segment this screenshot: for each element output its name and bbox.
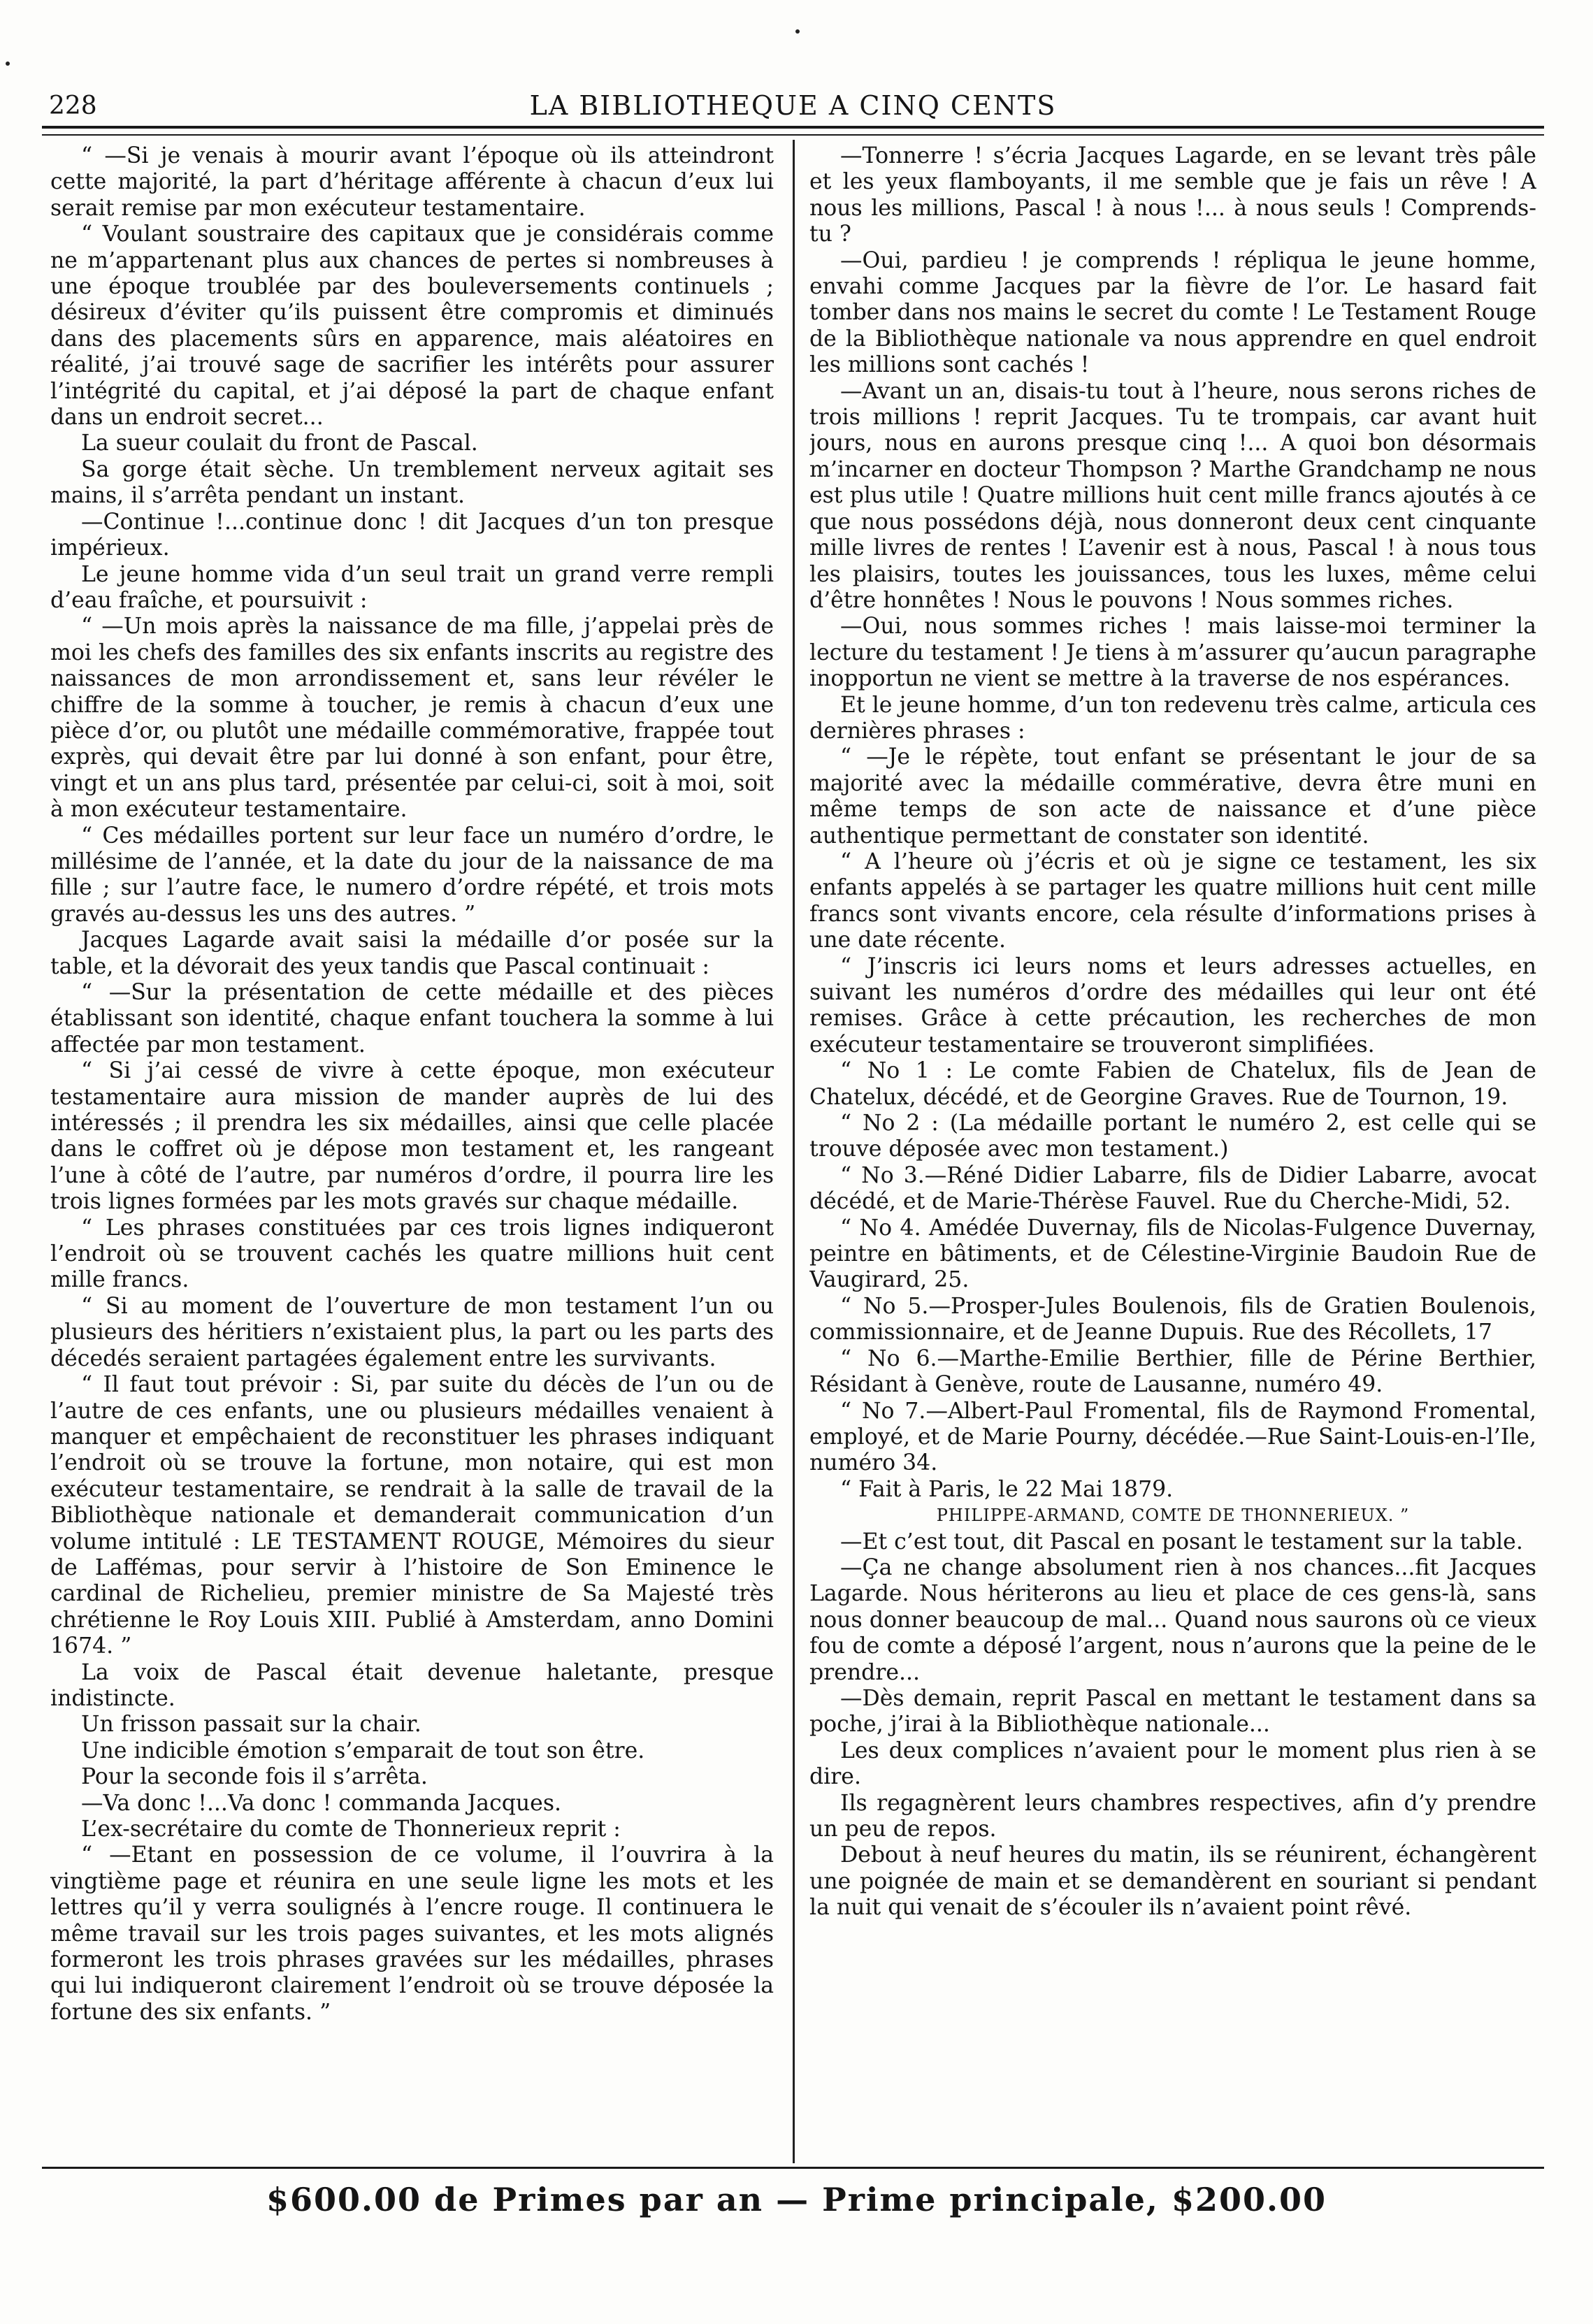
footer-rule [42, 2167, 1544, 2169]
paragraph: “ No 6.—Marthe-Emilie Berthier, fille de Périne Berthier, Résidant à Genève, route de Lausanne, numéro 49. [809, 1345, 1536, 1398]
paragraph: “ No 4. Amédée Duvernay, fils de Nicolas-Fulgence Duvernay, peintre en bâtiments, et de Célestine-Virginie Baudoin Rue de Vaugirard, 25. [809, 1215, 1536, 1293]
signature-line: PHILIPPE-ARMAND, COMTE DE THONNERIEUX. ” [936, 1506, 1410, 1526]
paragraph: “ No 3.—Réné Didier Labarre, fils de Didier Labarre, avocat décédé, et de Marie-Thérèse Fauvel. Rue du Cherche-Midi, 52. [809, 1162, 1536, 1215]
header-rule-thin [42, 134, 1544, 136]
paragraph: —Avant un an, disais-tu tout à l’heure, nous serons riches de trois millions ! reprit Jacques. Tu te trompais, car avant huit jours, nous en aurons presque cinq !... A quoi bon désormais m’incarner en docteur Thompson ? Marthe Grandchamp ne nous est plus utile ! Quatre millions huit cent mille francs ajoutés à ce que nous possédons déjà, nous donneront deux cent cinquante mille livres de rentes ! L’avenir est à nous, Pascal ! à nous tous les plaisirs, toutes les jouissances, tous les luxes, même celui d’être honnêtes ! Nous le pouvons ! Nous sommes riches. [809, 378, 1536, 613]
paragraph: “ Si au moment de l’ouverture de mon testament l’un ou plusieurs des héritiers n’existaient plus, la part ou les parts des décedés seraient partagées également entre les survivants. [50, 1293, 774, 1371]
paragraph: “ —Si je venais à mourir avant l’époque où ils atteindront cette majorité, la part d’héritage afférente à chacun d’eux lui serait remise par mon exécuteur testamentaire. [50, 143, 774, 221]
paragraph: —Oui, nous sommes riches ! mais laisse-moi terminer la lecture du testament ! Je tiens à m’assurer qu’aucun paragraphe inopportun ne vient se mettre à la traverse de nos espérances. [809, 614, 1536, 692]
footer-banner: $600.00 de Primes par an — Prime principale, $200.00 [266, 2181, 1327, 2218]
paragraph: Ils regagnèrent leurs chambres respectives, afin d’y prendre un peu de repos. [809, 1790, 1536, 1842]
print-speck [6, 62, 10, 66]
paragraph: “ No 5.—Prosper-Jules Boulenois, fils de Gratien Boulenois, commissionnaire, et de Jeanne Dupuis. Rue des Récollets, 17 [809, 1293, 1536, 1345]
paragraph: “ Ces médailles portent sur leur face un numéro d’ordre, le millésime de l’année, et la date du jour de la naissance de ma fille ; sur l’autre face, le numero d’ordre répété, et trois mots gravés au-dessus les uns des autres. ” [50, 823, 774, 927]
left-column [50, 143, 774, 2163]
paragraph: —Et c’est tout, dit Pascal en posant le testament sur la table. [840, 1529, 1523, 1554]
paragraph: “ Il faut tout prévoir : Si, par suite du décès de l’un ou de l’autre de ces enfants, une ou plusieurs médailles venaient à manquer et empêchaient de reconstituer les phrases indiquant l’endroit où se trouve la fortune, mon notaire, qui est mon exécuteur testamentaire, se rendrait à la salle de travail de la Bibliothèque nationale et demanderait communication d’un volume intitulé : LE TESTAMENT ROUGE, Mémoires du sieur de Laffémas, pour servir à l’histoire de Son Eminence le cardinal de Richelieu, premier ministre de Sa Majesté très chrétienne le Roy Louis XIII. Publié à Amsterdam, anno Domini 1674. ” [50, 1372, 774, 1659]
paragraph: Le jeune homme vida d’un seul trait un grand verre rempli d’eau fraîche, et poursuivit : [50, 561, 774, 613]
paragraph: “ A l’heure où j’écris et où je signe ce testament, les six enfants appelés à se partager les quatre millions huit cent mille francs sont vivants encore, cela résulte d’informations prises à une date récente. [809, 849, 1536, 953]
paragraph: —Dès demain, reprit Pascal en mettant le testament dans sa poche, j’irai à la Bibliothèque nationale... [809, 1685, 1536, 1738]
paragraph: Sa gorge était sèche. Un tremblement nerveux agitait ses mains, il s’arrêta pendant un instant. [50, 456, 774, 509]
page-header [42, 87, 1544, 129]
paragraph: “ —Etant en possession de ce volume, il l’ouvrira à la vingtième page et réunira en une seule ligne les mots et les lettres qu’il y verra soulignés à l’encre rouge. Il continuera le même travail sur les trois pages suivantes, et les mots alignés formeront les trois phrases gravées sur les médailles, phrases qui lui indiqueront clairement l’endroit où se trouve déposée la fortune des six enfants. ” [50, 1842, 774, 2025]
paragraph: —Continue !...continue donc ! dit Jacques d’un ton presque impérieux. [50, 509, 774, 561]
header-rule [42, 126, 1544, 129]
paragraph: “ No 7.—Albert-Paul Fromental, fils de Raymond Fromental, employé, et de Marie Pourny, décédée.—Rue Saint-Louis-en-l’Ile, numéro 34. [809, 1398, 1536, 1476]
paragraph: —Va donc !...Va donc ! commanda Jacques. [81, 1790, 562, 1816]
paragraph: Un frisson passait sur la chair. [81, 1712, 421, 1738]
paragraph: “ Les phrases constituées par ces trois lignes indiqueront l’endroit où se trouvent cachés les quatre millions huit cent mille francs. [50, 1215, 774, 1293]
paragraph: L’ex-secrétaire du comte de Thonnerieux reprit : [81, 1817, 621, 1842]
paragraph: —Oui, pardieu ! je comprends ! répliqua le jeune homme, envahi comme Jacques par la fièvre de l’or. Le hasard fait tomber dans nos mains le secret du comte ! Le Testament Rouge de la Bibliothèque nationale va nous apprendre en quel endroit les millions sont cachés ! [809, 247, 1536, 378]
paragraph: Debout à neuf heures du matin, ils se réunirent, échangèrent une poignée de main et se demandèrent en souriant si pendant la nuit qui venait de s’écouler ils n’avaient point rêvé. [809, 1842, 1536, 1921]
paragraph: Et le jeune homme, d’un ton redevenu très calme, articula ces dernières phrases : [809, 692, 1536, 744]
paragraph: “ Fait à Paris, le 22 Mai 1879. [840, 1476, 1174, 1502]
paragraph: Jacques Lagarde avait saisi la médaille d’or posée sur la table, et la dévorait des yeux tandis que Pascal continuait : [50, 928, 774, 979]
page-number: 228 [49, 92, 97, 120]
paragraph: “ J’inscris ici leurs noms et leurs adresses actuelles, en suivant les numéros d’ordre des médailles qui leur ont été remises. Grâce à cette précaution, les recherches de mon exécuteur testamentaire se trouveront simplifiées. [809, 953, 1536, 1058]
paragraph: —Tonnerre ! s’écria Jacques Lagarde, en se levant très pâle et les yeux flamboyants, il me semble que je fais un rêve ! A nous les millions, Pascal ! à nous !... à nous seuls ! Comprends-tu ? [809, 143, 1536, 247]
paragraph: “ No 1 : Le comte Fabien de Chatelux, fils de Jean de Chatelux, décédé, et de Georgine Graves. Rue de Tournon, 19. [809, 1058, 1536, 1110]
right-column [809, 143, 1536, 2163]
paragraph: “ No 2 : (La médaille portant le numéro 2, est celle qui se trouve déposée avec mon testament.) [809, 1111, 1536, 1162]
paragraph: Les deux complices n’avaient pour le moment plus rien à se dire. [809, 1738, 1536, 1790]
paragraph: “ —Un mois après la naissance de ma fille, j’appelai près de moi les chefs des familles des six enfants inscrits au registre des naissances de mon arrondissement et, sans leur révéler le chiffre de la somme à toucher, je remis à chacun d’eux une pièce d’or, ou plutôt une médaille commémorative, frappée tout exprès, qui devait être par lui donné à son enfant, pour être, vingt et un ans plus tard, présentée par celui-ci, soit à moi, soit à mon exécuteur testamentaire. [50, 614, 774, 823]
column-divider [793, 140, 795, 2163]
paragraph: —Ça ne change absolument rien à nos chances...fit Jacques Lagarde. Nous hériterons au lieu et place de ces gens-là, sans nous donner beaucoup de mal... Quand nous saurons où ce vieux fou de comte a déposé l’argent, nous n’aurons que la peine de le prendre... [809, 1554, 1536, 1685]
running-title: LA BIBLIOTHEQUE A CINQ CENTS [529, 90, 1057, 121]
paragraph: “ —Sur la présentation de cette médaille et des pièces établissant son identité, chaque enfant touchera la somme à lui affectée par mon testament. [50, 980, 774, 1058]
paragraph: La sueur coulait du front de Pascal. [81, 431, 478, 456]
paragraph: “ —Je le répète, tout enfant se présentant le jour de sa majorité avec la médaille commérative, devra être muni en même temps de son acte de naissance et d’une pièce authentique permettant de constater son identité. [809, 744, 1536, 849]
print-speck [795, 29, 800, 34]
paragraph: “ Voulant soustraire des capitaux que je considérais comme ne m’appartenant plus aux chances de pertes si nombreuses à une époque troublée par des bouleversements continuels ; désireux d’éviter qu’ils puissent être compromis et diminués dans des placements sûrs en apparence, mais aléatoires en réalité, j’ai trouvé sage de sacrifier les intérêts pour assurer l’intégrité du capital, et j’ai déposé la part de chaque enfant dans un endroit secret... [50, 222, 774, 431]
paragraph: Une indicible émotion s’emparait de tout son être. [81, 1738, 645, 1763]
paragraph: “ Si j’ai cessé de vivre à cette époque, mon exécuteur testamentaire aura mission de mander auprès de lui des intéressés ; il prendra les six médailles, ainsi que celle placée dans le coffret où je dépose mon testament et, les rangeant l’une à côté de l’autre, par numéros d’ordre, il pourra lire les trois lignes formées par les mots gravés sur chaque médaille. [50, 1058, 774, 1215]
paragraph: La voix de Pascal était devenue haletante, presque indistincte. [50, 1659, 774, 1711]
paragraph: Pour la seconde fois il s’arrêta. [81, 1764, 428, 1790]
